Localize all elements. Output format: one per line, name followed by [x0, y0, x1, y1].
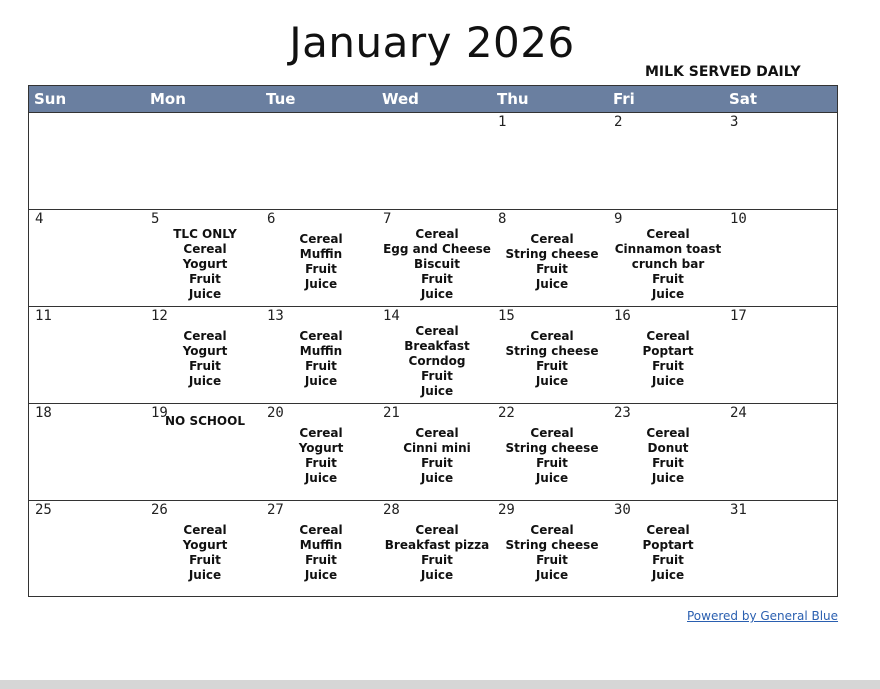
weekday-header-mon: Mon — [150, 90, 186, 108]
menu-item: Fruit — [536, 456, 568, 470]
menu-item: crunch bar — [631, 257, 705, 271]
menu-item: Muffin — [299, 344, 343, 358]
menu-item: Fruit — [305, 359, 337, 373]
window-bottom-bar — [0, 680, 880, 689]
menu-item: Cereal — [530, 232, 574, 246]
weekday-header-wed: Wed — [382, 90, 419, 108]
menu-item: Biscuit — [414, 257, 460, 271]
menu-item: Cereal — [183, 523, 227, 537]
weekday-header-tue: Tue — [266, 90, 296, 108]
weekday-header-fri: Fri — [613, 90, 635, 108]
menu-item: Juice — [651, 374, 685, 388]
weekday-header-sat: Sat — [729, 90, 758, 108]
menu-item: Juice — [535, 568, 569, 582]
menu-item: Fruit — [305, 456, 337, 470]
day-number: 26 — [151, 502, 168, 518]
menu-item: Yogurt — [182, 257, 228, 271]
menu-item: Breakfast — [404, 339, 470, 353]
menu-item: Juice — [420, 384, 454, 398]
menu-item: Juice — [420, 471, 454, 485]
menu-item: Fruit — [305, 262, 337, 276]
row-divider — [29, 403, 837, 404]
day-menu — [148, 329, 262, 389]
weekday-header-sun: Sun — [34, 90, 67, 108]
day-menu — [148, 523, 262, 583]
calendar-grid — [28, 85, 838, 597]
menu-item: Cereal — [646, 227, 690, 241]
day-menu — [380, 227, 494, 302]
menu-item: Fruit — [189, 359, 221, 373]
menu-item: Fruit — [536, 359, 568, 373]
day-number: 10 — [730, 211, 747, 227]
menu-item: Cereal — [530, 426, 574, 440]
menu-item: Fruit — [536, 553, 568, 567]
menu-item: Juice — [420, 568, 454, 582]
menu-item: TLC ONLY — [173, 227, 237, 241]
menu-item: Corndog — [408, 354, 466, 368]
day-menu — [495, 523, 609, 583]
day-menu — [611, 329, 725, 389]
day-menu — [380, 523, 494, 583]
menu-item: Fruit — [189, 272, 221, 286]
menu-item: Fruit — [189, 553, 221, 567]
day-menu — [264, 329, 378, 389]
menu-item: Cereal — [183, 242, 227, 256]
menu-item: Cereal — [299, 523, 343, 537]
menu-item: Fruit — [652, 553, 684, 567]
menu-item: Juice — [304, 568, 338, 582]
menu-item: Muffin — [299, 247, 343, 261]
menu-item: Fruit — [421, 456, 453, 470]
day-menu — [148, 227, 262, 302]
weekday-header-row — [29, 86, 837, 112]
day-number: 13 — [267, 308, 284, 324]
menu-item: Juice — [188, 287, 222, 301]
day-number: 25 — [35, 502, 52, 518]
menu-item: Yogurt — [182, 344, 228, 358]
day-number: 12 — [151, 308, 168, 324]
menu-item: Yogurt — [298, 441, 344, 455]
day-number: 29 — [498, 502, 515, 518]
day-number: 17 — [730, 308, 747, 324]
day-menu — [611, 523, 725, 583]
day-number: 15 — [498, 308, 515, 324]
menu-item: Cereal — [299, 426, 343, 440]
menu-item: Yogurt — [182, 538, 228, 552]
menu-item: Juice — [188, 568, 222, 582]
day-number: 8 — [498, 211, 507, 227]
menu-item: Cereal — [299, 329, 343, 343]
menu-item: Fruit — [421, 369, 453, 383]
day-menu — [380, 426, 494, 486]
menu-item: Donut — [647, 441, 689, 455]
menu-item: Muffin — [299, 538, 343, 552]
day-menu — [148, 414, 262, 429]
day-menu — [495, 329, 609, 389]
menu-item: Cereal — [530, 329, 574, 343]
menu-item: Egg and Cheese — [383, 242, 491, 256]
day-number: 30 — [614, 502, 631, 518]
day-number: 6 — [267, 211, 276, 227]
day-number: 5 — [151, 211, 160, 227]
menu-item: Cereal — [530, 523, 574, 537]
menu-item: Cereal — [415, 523, 459, 537]
weekday-header-thu: Thu — [497, 90, 529, 108]
menu-item: Fruit — [305, 553, 337, 567]
menu-item: Cereal — [646, 426, 690, 440]
day-menu — [611, 426, 725, 486]
menu-item: Juice — [535, 374, 569, 388]
menu-item: String cheese — [505, 538, 599, 552]
day-number: 27 — [267, 502, 284, 518]
day-menu — [380, 324, 494, 399]
row-divider — [29, 306, 837, 307]
row-divider — [29, 209, 837, 210]
menu-item: Cereal — [646, 523, 690, 537]
menu-item: Juice — [420, 287, 454, 301]
menu-item: Fruit — [652, 272, 684, 286]
day-number: 1 — [498, 114, 507, 130]
day-number: 18 — [35, 405, 52, 421]
menu-item: Cereal — [183, 329, 227, 343]
menu-item: Juice — [651, 568, 685, 582]
day-number: 9 — [614, 211, 623, 227]
menu-item: Fruit — [421, 553, 453, 567]
menu-item: Juice — [304, 374, 338, 388]
menu-item: Cereal — [646, 329, 690, 343]
menu-item: Breakfast pizza — [384, 538, 490, 552]
calendar-title: January 2026 — [289, 18, 575, 67]
menu-item: Poptart — [642, 344, 694, 358]
day-number: 28 — [383, 502, 400, 518]
day-menu — [264, 426, 378, 486]
day-number: 20 — [267, 405, 284, 421]
menu-item: Fruit — [652, 456, 684, 470]
menu-item: Cereal — [415, 227, 459, 241]
menu-item: Cinni mini — [403, 441, 471, 455]
menu-item: Poptart — [642, 538, 694, 552]
day-menu — [495, 232, 609, 292]
menu-item: Juice — [651, 471, 685, 485]
day-number: 21 — [383, 405, 400, 421]
day-number: 19 — [151, 405, 168, 421]
day-number: 31 — [730, 502, 747, 518]
day-number: 24 — [730, 405, 747, 421]
day-number: 14 — [383, 308, 400, 324]
menu-item: NO SCHOOL — [165, 414, 245, 428]
menu-item: Fruit — [652, 359, 684, 373]
menu-item: Cinnamon toast — [614, 242, 722, 256]
day-number: 22 — [498, 405, 515, 421]
menu-item: Juice — [304, 471, 338, 485]
milk-note: MILK SERVED DAILY — [645, 64, 801, 80]
menu-item: Juice — [304, 277, 338, 291]
row-divider — [29, 500, 837, 501]
day-number: 16 — [614, 308, 631, 324]
menu-item: Juice — [651, 287, 685, 301]
day-number: 2 — [614, 114, 623, 130]
menu-item: Juice — [535, 277, 569, 291]
day-number: 11 — [35, 308, 52, 324]
row-divider — [29, 112, 837, 113]
day-menu — [495, 426, 609, 486]
menu-item: String cheese — [505, 441, 599, 455]
day-number: 7 — [383, 211, 392, 227]
day-menu — [611, 227, 725, 302]
day-number: 3 — [730, 114, 739, 130]
menu-item: String cheese — [505, 247, 599, 261]
menu-item: Juice — [535, 471, 569, 485]
day-menu — [264, 523, 378, 583]
menu-item: Juice — [188, 374, 222, 388]
menu-item: Fruit — [536, 262, 568, 276]
day-number: 4 — [35, 211, 44, 227]
menu-item: Cereal — [415, 324, 459, 338]
menu-item: Fruit — [421, 272, 453, 286]
powered-by-link[interactable]: Powered by General Blue — [687, 609, 839, 623]
day-menu — [264, 232, 378, 292]
day-number: 23 — [614, 405, 631, 421]
menu-item: Cereal — [415, 426, 459, 440]
menu-item: Cereal — [299, 232, 343, 246]
menu-item: String cheese — [505, 344, 599, 358]
